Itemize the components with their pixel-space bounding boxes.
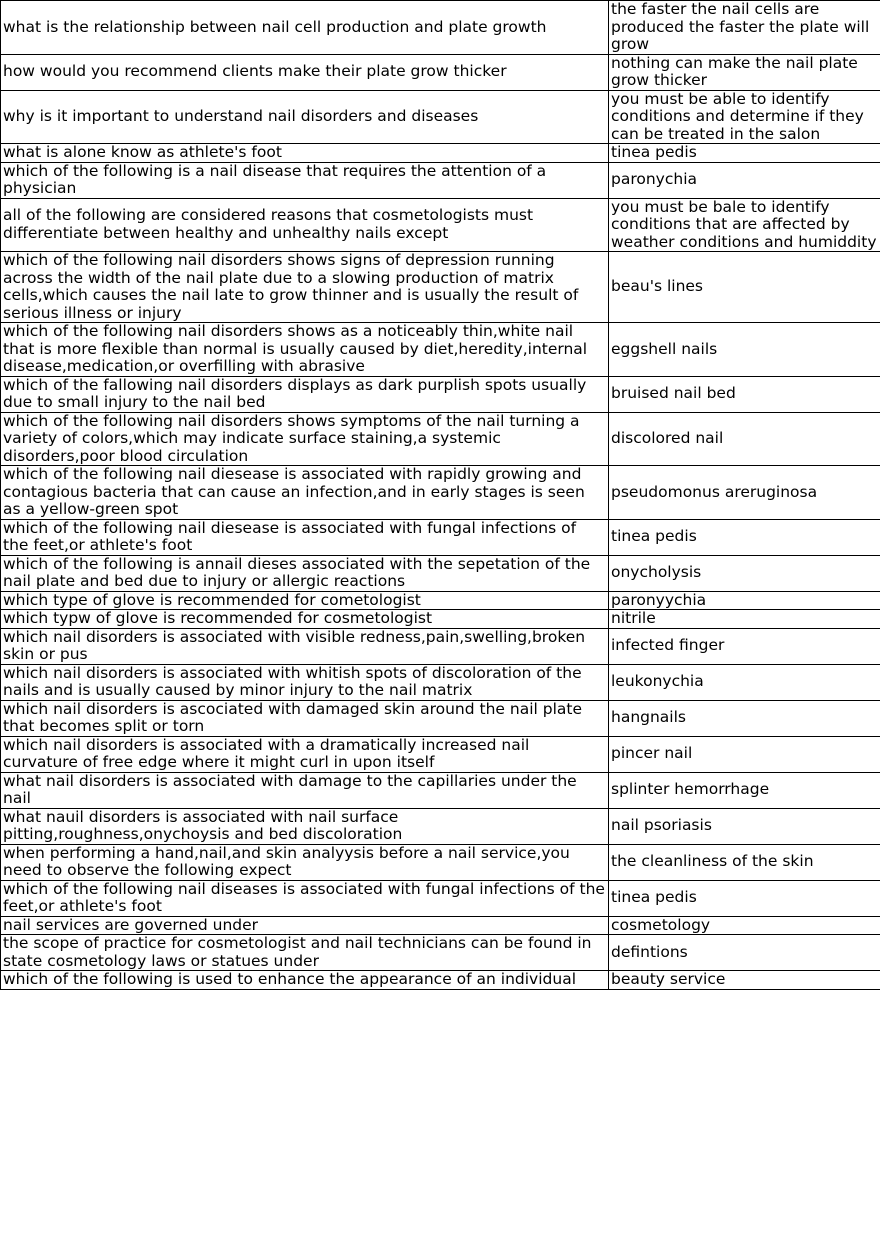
- answer-cell: infected finger: [609, 628, 880, 664]
- question-cell: which of the following nail disorders shows as a noticeably thin,white nail that is more flexible than normal is usually caused by diet,heredity,internal disease,medication,or overfilling with abrasive: [1, 323, 609, 377]
- table-row: [1, 808, 880, 844]
- answer-cell: tinea pedis: [609, 144, 880, 163]
- table-row: [1, 519, 880, 555]
- answer-cell: pseudomonus areruginosa: [609, 466, 880, 520]
- table-row: [1, 844, 880, 880]
- question-cell: which of the following nail disorders shows signs of depression running across the width of the nail plate due to a slowing production of matrix cells,which causes the nail late to grow thinner and is usually the result of serious illness or injury: [1, 252, 609, 323]
- table-row: [1, 555, 880, 591]
- question-cell: which type of glove is recommended for cometologist: [1, 591, 609, 610]
- answer-cell: defintions: [609, 935, 880, 971]
- answer-cell: onycholysis: [609, 555, 880, 591]
- table-row: [1, 736, 880, 772]
- table-row: [1, 323, 880, 377]
- table-row: [1, 664, 880, 700]
- question-cell: what nauil disorders is associated with nail surface pitting,roughness,onychoysis and bed discoloration: [1, 808, 609, 844]
- answer-cell: tinea pedis: [609, 519, 880, 555]
- question-cell: which of the following is a nail disease that requires the attention of a physician: [1, 162, 609, 198]
- question-cell: what is alone know as athlete's foot: [1, 144, 609, 163]
- table-row: [1, 610, 880, 629]
- answer-cell: discolored nail: [609, 412, 880, 466]
- table-row: [1, 971, 880, 990]
- answer-cell: tinea pedis: [609, 880, 880, 916]
- question-cell: what nail disorders is associated with damage to the capillaries under the nail: [1, 772, 609, 808]
- question-cell: which nail disorders is ascociated with damaged skin around the nail plate that becomes split or torn: [1, 700, 609, 736]
- question-cell: which typw of glove is recommended for cosmetologist: [1, 610, 609, 629]
- question-cell: nail services are governed under: [1, 916, 609, 935]
- answer-cell: nitrile: [609, 610, 880, 629]
- table-row: [1, 935, 880, 971]
- answer-cell: pincer nail: [609, 736, 880, 772]
- question-cell: which nail disorders is associated with visible redness,pain,swelling,broken skin or pus: [1, 628, 609, 664]
- answer-cell: nail psoriasis: [609, 808, 880, 844]
- table-row: [1, 252, 880, 323]
- answer-cell: splinter hemorrhage: [609, 772, 880, 808]
- table-row: [1, 90, 880, 144]
- question-cell: how would you recommend clients make their plate grow thicker: [1, 54, 609, 90]
- table-row: [1, 591, 880, 610]
- table-row: [1, 628, 880, 664]
- flashcard-table-body: [1, 1, 880, 990]
- table-row: [1, 1, 880, 55]
- question-cell: which of the following nail disorders shows symptoms of the nail turning a variety of colors,which may indicate surface staining,a systemic disorders,poor blood circulation: [1, 412, 609, 466]
- answer-cell: paronychia: [609, 162, 880, 198]
- answer-cell: hangnails: [609, 700, 880, 736]
- answer-cell: leukonychia: [609, 664, 880, 700]
- table-row: [1, 162, 880, 198]
- question-cell: which of the following is annail dieses associated with the sepetation of the nail plate and bed due to injury or allergic reactions: [1, 555, 609, 591]
- question-cell: which of the fallowing nail disorders displays as dark purplish spots usually due to small injury to the nail bed: [1, 376, 609, 412]
- answer-cell: you must be able to identify conditions and determine if they can be treated in the salon: [609, 90, 880, 144]
- question-cell: the scope of practice for cosmetologist and nail technicians can be found in state cosmetology laws or statues under: [1, 935, 609, 971]
- answer-cell: paronyychia: [609, 591, 880, 610]
- question-cell: which of the following nail diesease is associated with rapidly growing and contagious bacteria that can cause an infection,and in early stages is seen as a yellow-green spot: [1, 466, 609, 520]
- answer-cell: the cleanliness of the skin: [609, 844, 880, 880]
- question-cell: why is it important to understand nail disorders and diseases: [1, 90, 609, 144]
- question-cell: what is the relationship between nail cell production and plate growth: [1, 1, 609, 55]
- answer-cell: nothing can make the nail plate grow thicker: [609, 54, 880, 90]
- question-cell: which nail disorders is associated with whitish spots of discoloration of the nails and is usually caused by minor injury to the nail matrix: [1, 664, 609, 700]
- table-row: [1, 144, 880, 163]
- answer-cell: beau's lines: [609, 252, 880, 323]
- table-row: [1, 880, 880, 916]
- question-cell: which of the following is used to enhance the appearance of an individual: [1, 971, 609, 990]
- question-cell: which of the following nail diesease is associated with fungal infections of the feet,or athlete's foot: [1, 519, 609, 555]
- answer-cell: beauty service: [609, 971, 880, 990]
- table-row: [1, 772, 880, 808]
- table-row: [1, 54, 880, 90]
- table-row: [1, 466, 880, 520]
- table-row: [1, 700, 880, 736]
- table-row: [1, 916, 880, 935]
- question-cell: which nail disorders is associated with a dramatically increased nail curvature of free edge where it might curl in upon itself: [1, 736, 609, 772]
- question-cell: when performing a hand,nail,and skin analyysis before a nail service,you need to observe the following expect: [1, 844, 609, 880]
- table-row: [1, 412, 880, 466]
- table-row: [1, 376, 880, 412]
- answer-cell: bruised nail bed: [609, 376, 880, 412]
- question-cell: which of the following nail diseases is associated with fungal infections of the feet,or athlete's foot: [1, 880, 609, 916]
- answer-cell: cosmetology: [609, 916, 880, 935]
- table-row: [1, 198, 880, 252]
- answer-cell: eggshell nails: [609, 323, 880, 377]
- answer-cell: the faster the nail cells are produced the faster the plate will grow: [609, 1, 880, 55]
- question-cell: all of the following are considered reasons that cosmetologists must differentiate between healthy and unhealthy nails except: [1, 198, 609, 252]
- answer-cell: you must be bale to identify conditions that are affected by weather conditions and humiddity: [609, 198, 880, 252]
